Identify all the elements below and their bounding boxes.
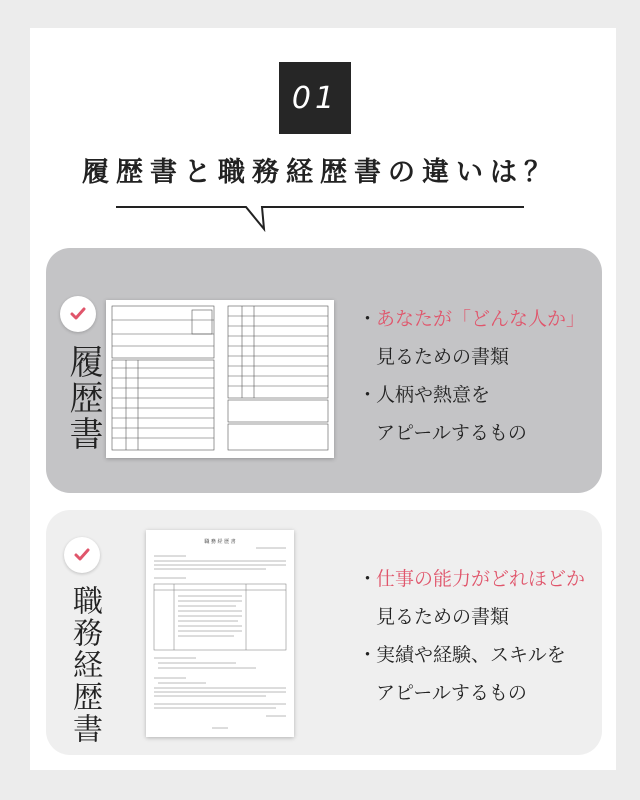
resume-bullets	[358, 300, 585, 452]
list-item: 見るための書類	[376, 606, 510, 628]
check-icon	[64, 537, 100, 573]
speech-divider	[116, 205, 526, 235]
list-item: ・ 実績や経験、スキルを	[358, 644, 566, 666]
career-bullets	[358, 560, 585, 712]
check-icon	[60, 296, 96, 332]
section-number-badge: 01	[279, 62, 351, 134]
career-vertical-label: 職務経歴書	[67, 585, 102, 745]
list-item: ・ 仕事の能力がどれほどか	[358, 568, 586, 590]
list-item: アピールするもの	[376, 422, 527, 444]
list-item: ・ あなたが「どんな人か」	[358, 308, 586, 330]
page-title: 履歴書と職務経歴書の違いは？	[82, 157, 558, 188]
doc-title: 職 務 経 歴 書	[204, 539, 236, 545]
list-item: 見るための書類	[376, 346, 510, 368]
list-item: ・ 人柄や熱意を	[358, 384, 491, 406]
list-item: アピールするもの	[376, 682, 527, 704]
resume-vertical-label: 履歴書	[63, 344, 103, 452]
career-document-image	[146, 530, 294, 737]
resume-document-image	[106, 300, 334, 458]
